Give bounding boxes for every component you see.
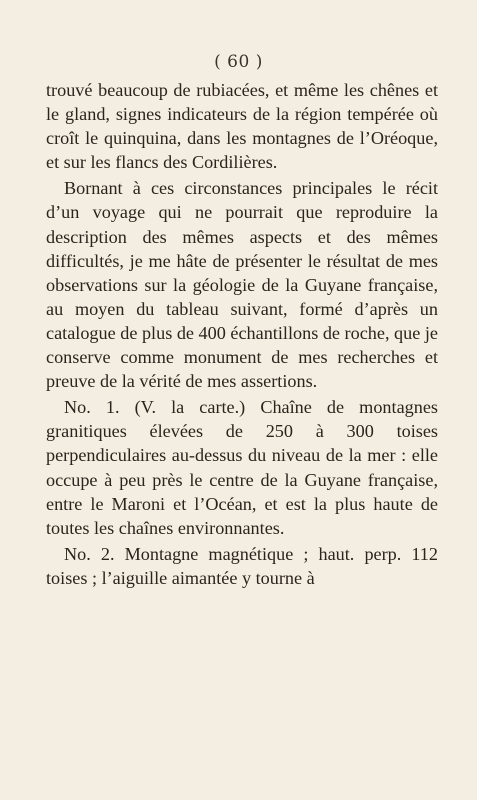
paragraph-1: trouvé beaucoup de rubiacées, et même les chênes et le gland, signes indicateurs de la région tempérée où croît le quinquina, dans les montagnes de l’Oréoque, et sur les flancs des Cordilières. (46, 80, 438, 173)
paragraph-3: No. 1. (V. la carte.) Chaîne de montagnes granitiques élevées de 250 à 300 toises perpendiculaires au-dessus du niveau de la mer : elle occupe à peu près le centre de la Guyane française, entre le Maroni et l’Océan, et est la plus haute de toutes les chaînes environnantes. (46, 397, 438, 538)
page-number: ( 60 ) (214, 52, 263, 72)
main-text (46, 78, 438, 592)
paragraph-2: Bornant à ces circonstances principales le récit d’un voyage qui ne pourrait que reproduire la description des mêmes aspects et des mêmes difficultés, je me hâte de présenter le résultat de mes observations sur la géologie de la Guyane française, au moyen du tableau suivant, formé d’après un catalogue de plus de 400 échantillons de roche, que je conserve comme monument de mes recherches et preuve de la vérité de mes assertions. (46, 178, 438, 392)
paragraph-4: No. 2. Montagne magnétique ; haut. perp. 112 toises ; l’aiguille aimantée y tourne à (46, 543, 438, 588)
